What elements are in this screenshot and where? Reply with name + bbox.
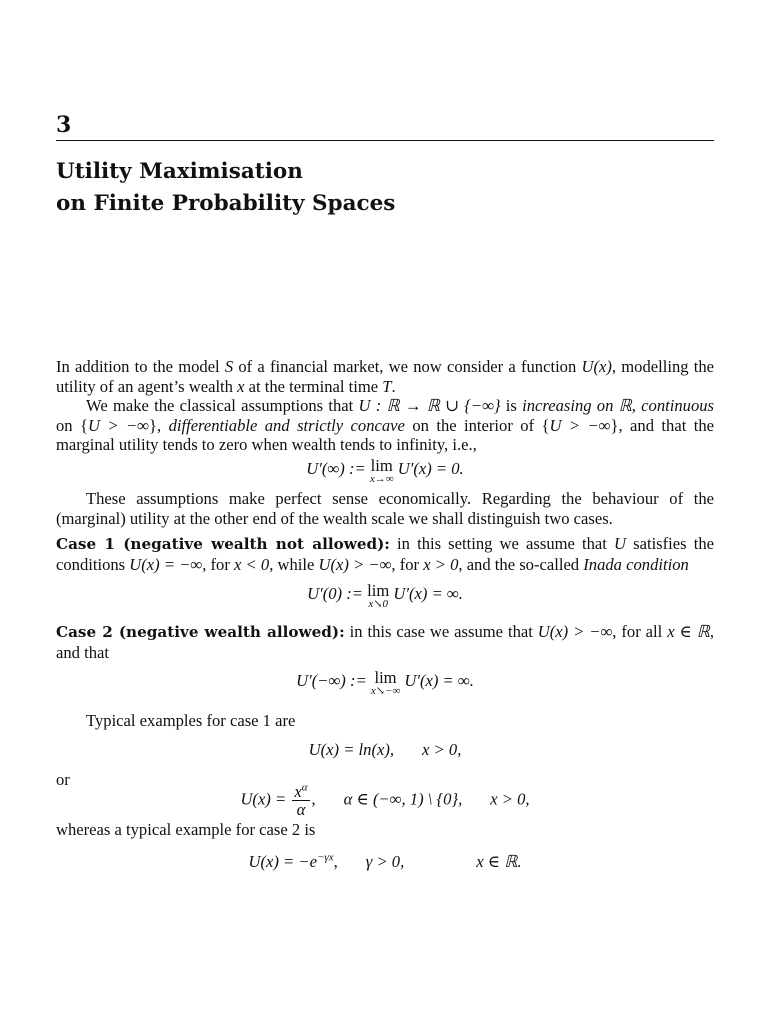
text-run: In addition to the model xyxy=(56,357,225,376)
emphasis: Inada condition xyxy=(583,554,689,574)
text-run: , xyxy=(631,396,642,416)
lim-subscript: x↘0 xyxy=(368,598,388,611)
math-inline: U > −∞ xyxy=(87,415,150,435)
case-label: Case 1 (negative wealth not allowed): xyxy=(56,535,390,554)
text-run: in this setting we assume that xyxy=(389,534,615,554)
text-run: We make the classical assumptions that xyxy=(86,396,359,416)
text-run: }, and that the marginal utility tends to zero when wealth tends to infinity, i.e., xyxy=(56,415,714,455)
equation-inada xyxy=(56,581,714,611)
math-inline: U : ℝ → ℝ ∪ {−∞} xyxy=(358,396,501,416)
math-condition: x > 0, xyxy=(422,740,462,760)
numerator-base: x xyxy=(294,782,302,802)
separator: , xyxy=(311,789,316,809)
math-rhs: U′(x) = 0. xyxy=(397,458,464,478)
paragraph-intro xyxy=(56,357,714,396)
paragraph-examples-case1: Typical examples for case 1 are xyxy=(86,710,296,730)
math-inline: T xyxy=(382,376,392,396)
chapter-number: 3 xyxy=(56,112,72,138)
equation-log-utility xyxy=(56,740,714,760)
paragraph-examples-case2: whereas a typical example for case 2 is xyxy=(56,820,316,840)
lim-subscript: x↘−∞ xyxy=(370,684,401,697)
lim-word: lim xyxy=(374,667,397,687)
math-inline: x < 0 xyxy=(234,554,270,574)
paragraph-case1 xyxy=(56,534,714,574)
math-inline: U xyxy=(614,534,627,554)
limit-operator xyxy=(367,581,390,611)
equation-power-utility xyxy=(56,783,714,818)
math-lhs: U′(−∞) := xyxy=(296,670,367,690)
math-expression: U(x) = ln(x), xyxy=(308,740,395,760)
equation-limit-infinity xyxy=(56,455,714,485)
math-lhs: U(x) = xyxy=(240,789,287,809)
fraction xyxy=(292,783,309,818)
math-inline: U(x) > −∞ xyxy=(318,554,392,574)
math-inline: U(x) xyxy=(581,357,612,376)
emphasis: differentiable and strictly concave xyxy=(168,415,405,435)
math-lhs: U(x) = −e xyxy=(248,851,317,871)
fraction-denominator: α xyxy=(296,800,306,820)
text-run: , and the so-called xyxy=(458,554,584,574)
text-run: }, xyxy=(149,415,169,435)
paragraph-assumptions xyxy=(56,396,714,455)
math-inline: x > 0 xyxy=(423,554,459,574)
math-condition: x ∈ ℝ. xyxy=(476,851,522,871)
body-text xyxy=(56,357,714,876)
math-inline: x ∈ ℝ xyxy=(667,622,710,642)
equation-exponential-utility xyxy=(56,852,714,872)
text-run: satisfies the conditions xyxy=(56,534,715,574)
math-rhs: U′(x) = ∞. xyxy=(393,584,463,604)
chapter-title-line2: on Finite Probability Spaces xyxy=(56,191,396,216)
math-exponent: −γx xyxy=(316,851,334,864)
lim-word: lim xyxy=(367,581,390,601)
case-label: Case 2 (negative wealth allowed): xyxy=(56,623,345,642)
paragraph-case2 xyxy=(56,622,714,662)
text-run: , for all xyxy=(612,622,668,642)
text-run: . xyxy=(391,376,396,396)
math-inline: U > −∞ xyxy=(549,415,611,435)
text-run: is xyxy=(500,396,523,416)
limit-operator xyxy=(369,455,394,485)
text-run: in this case we assume that xyxy=(344,622,538,642)
text-run: , modelling the utility of an agent’s wealth xyxy=(56,357,715,396)
text-run: , for xyxy=(202,554,235,574)
emphasis: continuous xyxy=(641,396,714,416)
math-condition: γ > 0, xyxy=(365,851,405,871)
math-inline: U(x) = −∞ xyxy=(129,554,203,574)
math-inline: S xyxy=(224,357,234,376)
text-run: at the terminal time xyxy=(244,376,383,396)
equation-minus-infinity xyxy=(56,667,714,697)
lim-subscript: x→∞ xyxy=(369,472,394,485)
text-run: , and that xyxy=(56,622,715,662)
paragraph-economics: These assumptions make perfect sense economically. Regarding the behaviour of the (marginal) utility at the other end of the wealth scale we shall distinguish two cases. xyxy=(56,488,714,528)
emphasis: increasing on ℝ xyxy=(522,396,632,416)
math-condition: α ∈ (−∞, 1) \ {0}, xyxy=(343,789,463,809)
numerator-exponent: α xyxy=(301,781,308,794)
math-inline: x xyxy=(237,376,245,396)
text-run: , for xyxy=(391,554,424,574)
math-inline: U(x) > −∞ xyxy=(537,622,613,642)
math-rhs: U′(x) = ∞. xyxy=(404,670,474,690)
math-lhs: U′(∞) := xyxy=(306,458,366,478)
lim-word: lim xyxy=(370,455,393,475)
separator: , xyxy=(333,851,338,871)
paragraph-or: or xyxy=(56,769,70,789)
chapter-title-line1: Utility Maximisation xyxy=(56,159,303,184)
text-run: on { xyxy=(56,415,88,435)
chapter-rule xyxy=(56,140,714,141)
text-run: of a financial market, we now consider a function xyxy=(233,357,582,376)
chapter-title xyxy=(56,156,714,220)
math-lhs: U′(0) := xyxy=(307,584,363,604)
fraction-numerator xyxy=(292,783,309,801)
math-condition: x > 0, xyxy=(490,789,530,809)
limit-operator xyxy=(370,667,401,697)
text-run: on the interior of { xyxy=(404,415,550,435)
text-run: , while xyxy=(269,554,319,574)
